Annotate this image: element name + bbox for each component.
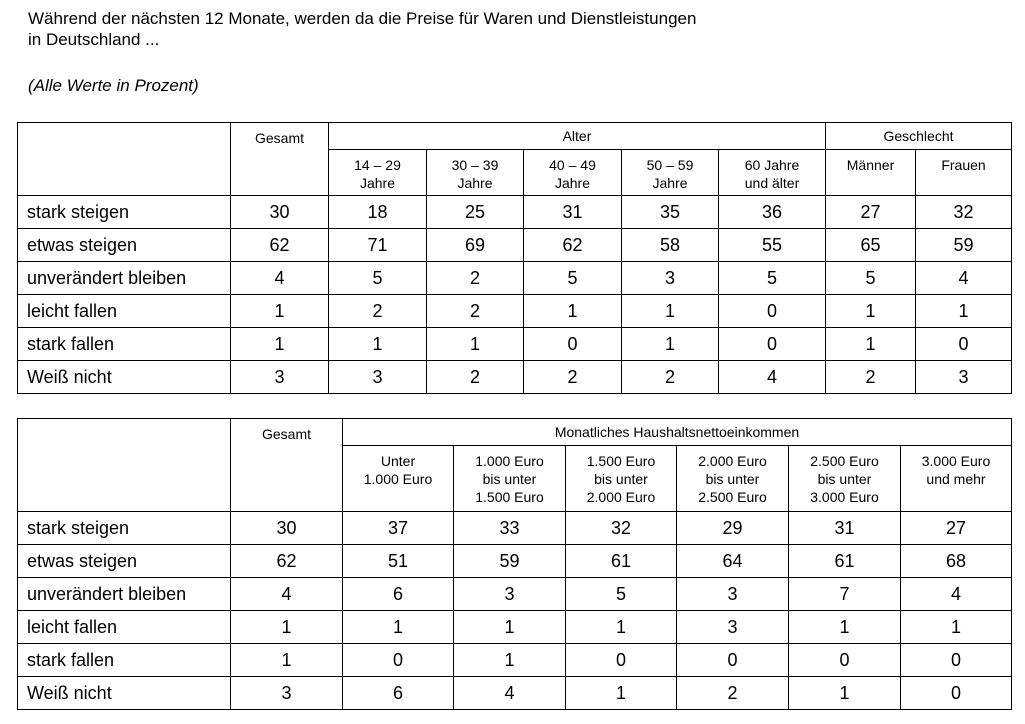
table-cell: 18 [329,196,427,229]
table-cell: 25 [427,196,524,229]
table-cell: 3 [329,361,427,394]
table-row [18,262,1012,295]
table-body [18,512,1012,710]
table-cell: 62 [231,545,343,578]
table-cell: 2 [427,361,524,394]
table-cell: 1 [454,644,566,677]
table-cell: 5 [566,578,677,611]
table-age-gender [17,122,1012,394]
column-header: 1.000 Euro bis unter 1.500 Euro [454,446,566,512]
table-cell: 6 [343,578,454,611]
table-cell: 2 [427,295,524,328]
table-cell: 27 [901,512,1012,545]
table-cell: 0 [566,644,677,677]
table-cell: 32 [566,512,677,545]
table-cell: 1 [329,328,427,361]
table-cell: 1 [427,328,524,361]
table-cell: 31 [789,512,901,545]
table-cell: 3 [231,361,329,394]
column-header: 40 – 49 Jahre [524,150,622,196]
table-row [18,545,1012,578]
table-cell: 31 [524,196,622,229]
table-cell: 5 [826,262,916,295]
row-label: stark fallen [18,328,231,361]
table-cell: 64 [677,545,789,578]
table-cell: 0 [719,328,826,361]
table-cell: 3 [454,578,566,611]
question-title-line-2: in Deutschland ... [28,30,160,49]
column-header: 60 Jahre und älter [719,150,826,196]
table-row [18,644,1012,677]
table-cell: 0 [719,295,826,328]
table-cell: 30 [231,512,343,545]
table-cell: 59 [916,229,1012,262]
table-body [18,196,1012,394]
table-cell: 1 [789,611,901,644]
corner-cell [18,123,231,196]
column-header: Unter 1.000 Euro [343,446,454,512]
table-cell: 68 [901,545,1012,578]
table-row [18,328,1012,361]
table-cell: 3 [231,677,343,710]
table-cell: 0 [343,644,454,677]
row-label: etwas steigen [18,229,231,262]
table-cell: 62 [231,229,329,262]
table-row [18,578,1012,611]
table-cell: 37 [343,512,454,545]
table-cell: 0 [524,328,622,361]
column-header: 2.500 Euro bis unter 3.000 Euro [789,446,901,512]
table-cell: 29 [677,512,789,545]
table-cell: 58 [622,229,719,262]
table-cell: 4 [231,262,329,295]
table-cell: 61 [789,545,901,578]
table-cell: 0 [901,644,1012,677]
table-cell: 1 [524,295,622,328]
table-cell: 4 [901,578,1012,611]
table-cell: 5 [719,262,826,295]
table-cell: 5 [329,262,427,295]
row-label: Weiß nicht [18,361,231,394]
table-cell: 1 [566,677,677,710]
table-cell: 62 [524,229,622,262]
table-cell: 0 [789,644,901,677]
column-header: 14 – 29 Jahre [329,150,427,196]
table-cell: 51 [343,545,454,578]
table-cell: 0 [901,677,1012,710]
table-row [18,361,1012,394]
group-header-alter: Alter [329,123,826,150]
table-cell: 2 [329,295,427,328]
table-cell: 7 [789,578,901,611]
table-cell: 1 [901,611,1012,644]
table-cell: 6 [343,677,454,710]
units-note: (Alle Werte in Prozent) [28,76,199,95]
table-cell: 0 [916,328,1012,361]
table-cell: 30 [231,196,329,229]
group-header-geschlecht: Geschlecht [826,123,1012,150]
column-header: 1.500 Euro bis unter 2.000 Euro [566,446,677,512]
row-label: leicht fallen [18,611,231,644]
table-cell: 1 [231,611,343,644]
table-income [17,418,1012,710]
table-cell: 2 [622,361,719,394]
table-cell: 59 [454,545,566,578]
table-cell: 27 [826,196,916,229]
column-header-gesamt: Gesamt [231,123,329,196]
row-label: leicht fallen [18,295,231,328]
table-cell: 4 [231,578,343,611]
table-cell: 1 [826,328,916,361]
table-cell: 3 [622,262,719,295]
table-cell: 1 [566,611,677,644]
group-header-income: Monatliches Haushaltsnettoeinkommen [343,419,1012,446]
table-cell: 71 [329,229,427,262]
table-cell: 5 [524,262,622,295]
table-cell: 1 [454,611,566,644]
row-label: etwas steigen [18,545,231,578]
table-cell: 4 [719,361,826,394]
table-cell: 55 [719,229,826,262]
table-row [18,295,1012,328]
row-label: Weiß nicht [18,677,231,710]
column-header: 50 – 59 Jahre [622,150,719,196]
table-cell: 2 [677,677,789,710]
table-cell: 36 [719,196,826,229]
table-row [18,611,1012,644]
table-row [18,229,1012,262]
table-cell: 1 [622,328,719,361]
row-label: stark steigen [18,512,231,545]
table-cell: 2 [427,262,524,295]
column-header: 30 – 39 Jahre [427,150,524,196]
table-cell: 32 [916,196,1012,229]
row-label: stark fallen [18,644,231,677]
table-cell: 65 [826,229,916,262]
table-cell: 4 [454,677,566,710]
table-cell: 1 [343,611,454,644]
table-cell: 4 [916,262,1012,295]
column-header: 2.000 Euro bis unter 2.500 Euro [677,446,789,512]
table-cell: 1 [231,328,329,361]
row-label: stark steigen [18,196,231,229]
table-cell: 69 [427,229,524,262]
table-row [18,196,1012,229]
table-cell: 2 [524,361,622,394]
table-cell: 3 [677,578,789,611]
table-cell: 1 [916,295,1012,328]
table-cell: 1 [622,295,719,328]
table-cell: 3 [916,361,1012,394]
column-header: Männer [826,150,916,196]
row-label: unverändert bleiben [18,578,231,611]
table-cell: 3 [677,611,789,644]
table-row [18,512,1012,545]
column-header: Frauen [916,150,1012,196]
table-cell: 1 [231,295,329,328]
table-cell: 1 [826,295,916,328]
corner-cell [18,419,231,512]
column-header: 3.000 Euro und mehr [901,446,1012,512]
question-title-line-1: Während der nächsten 12 Monate, werden da die Preise für Waren und Dienstleistungen [28,9,697,28]
question-title [28,8,696,50]
table-cell: 1 [231,644,343,677]
table-row [18,677,1012,710]
row-label: unverändert bleiben [18,262,231,295]
table-cell: 61 [566,545,677,578]
table-cell: 1 [789,677,901,710]
table-cell: 33 [454,512,566,545]
table-cell: 35 [622,196,719,229]
table-cell: 2 [826,361,916,394]
column-header-gesamt: Gesamt [231,419,343,512]
table-cell: 0 [677,644,789,677]
